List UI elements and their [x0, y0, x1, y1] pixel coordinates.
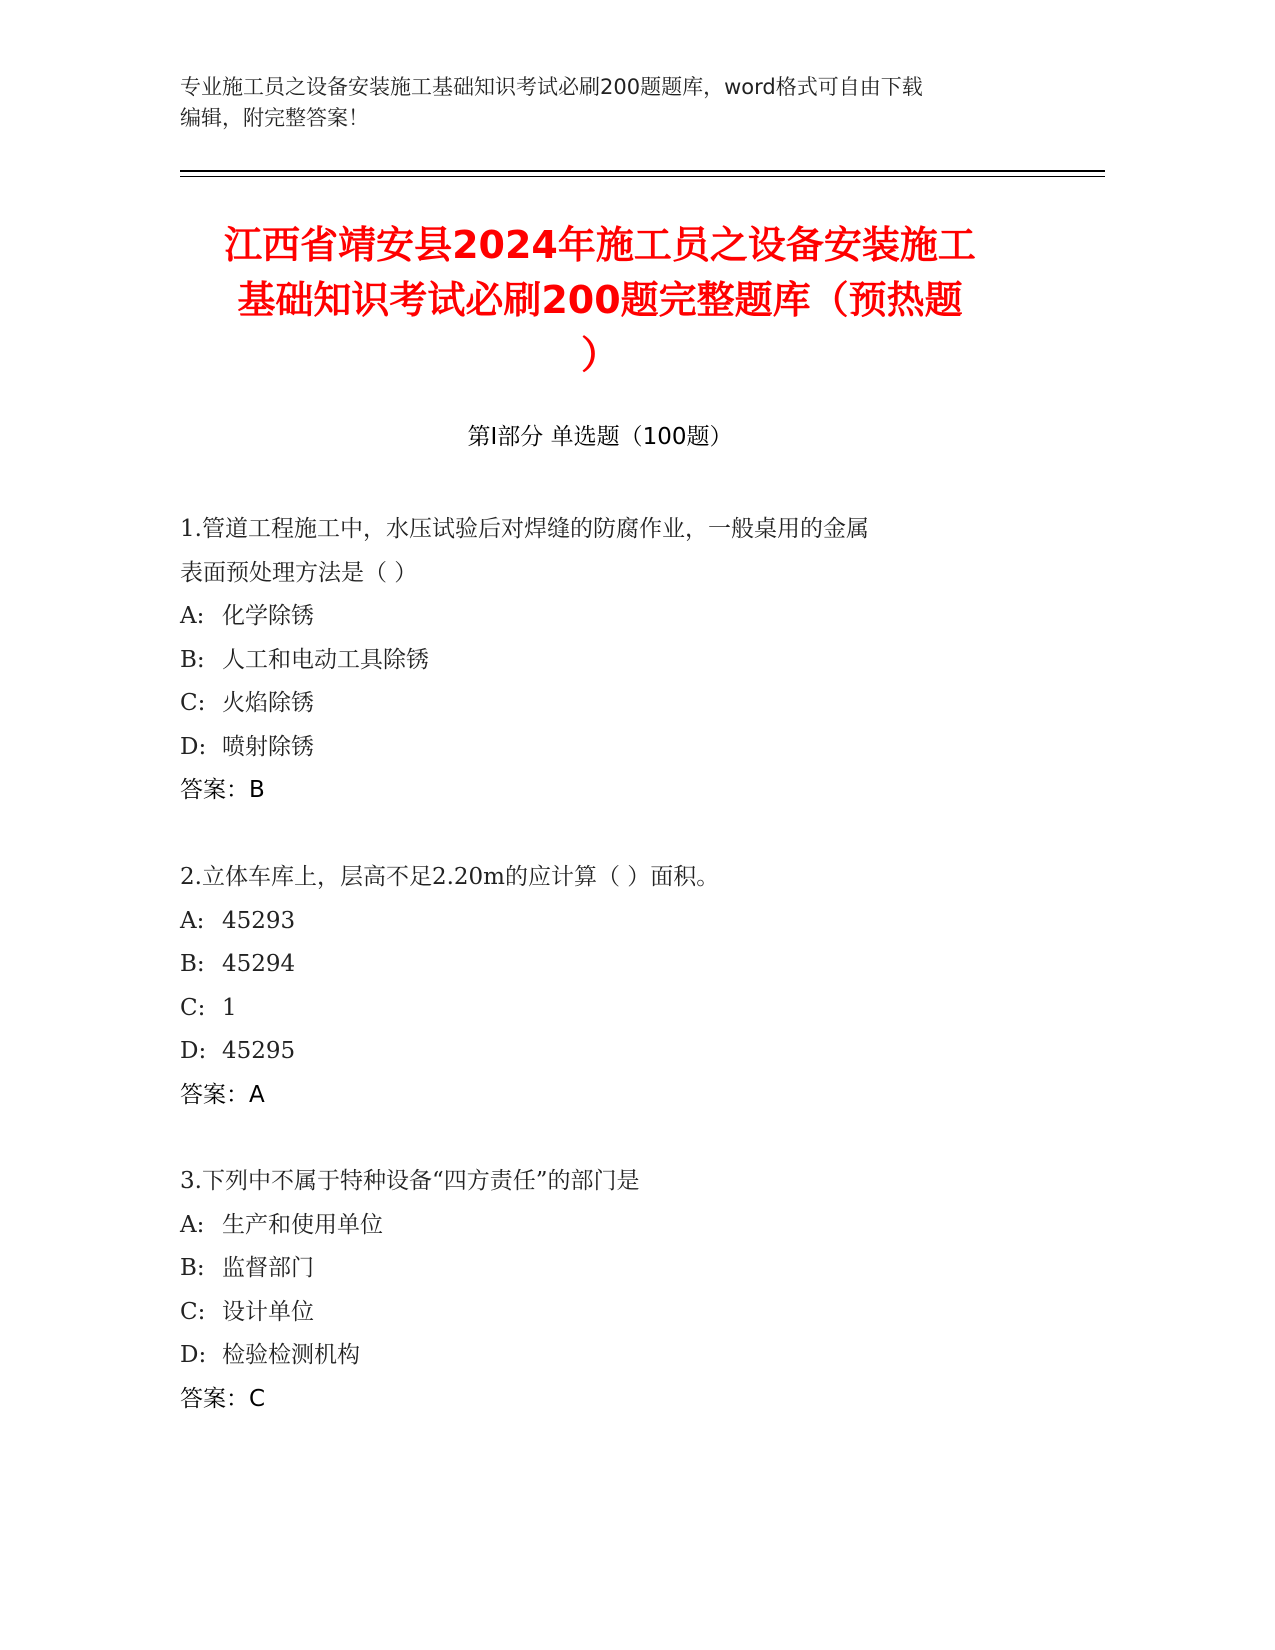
option-text: 1 — [222, 994, 237, 1021]
header-divider-thick — [180, 170, 1105, 172]
option-letter: B: — [180, 646, 205, 673]
option-text: 喷射除锈 — [222, 733, 314, 760]
option-letter: C: — [180, 690, 206, 716]
header-note: 专业施工员之设备安装施工基础知识考试必刷200题题库，word格式可自由下载 编辑，附完整答案！ — [180, 75, 923, 130]
option-text: 设计单位 — [222, 1298, 314, 1325]
option-text: 45294 — [222, 951, 296, 977]
question-stem: 1.管道工程施工中，水压试验后对焊缝的防腐作业，一般桌用的金属 表面预处理方法是（ ） — [180, 516, 869, 586]
header-divider-thin — [180, 176, 1105, 177]
answer-line — [180, 1378, 1040, 1422]
answer-line — [180, 769, 1040, 813]
option-c — [180, 682, 1040, 726]
option-letter: D: — [180, 1342, 207, 1368]
option-letter: C: — [180, 994, 206, 1021]
option-letter: A: — [180, 907, 205, 934]
option-a — [180, 1204, 1040, 1248]
option-d — [180, 1334, 1040, 1378]
answer-line — [180, 1074, 1040, 1118]
option-text: 化学除锈 — [222, 603, 314, 629]
option-a — [180, 900, 1040, 944]
question-2 — [180, 856, 1040, 1117]
answer-value: B — [249, 777, 265, 803]
option-letter: B: — [180, 951, 205, 977]
option-text: 人工和电动工具除锈 — [222, 646, 429, 673]
option-letter: A: — [180, 1211, 205, 1238]
answer-label: 答案： — [180, 777, 249, 803]
document-title: 江西省靖安县2024年施工员之设备安装施工 基础知识考试必刷200题完整题库（预热题 ） — [224, 223, 976, 377]
answer-value: A — [249, 1081, 265, 1108]
option-text: 监督部门 — [222, 1255, 314, 1281]
option-c — [180, 987, 1040, 1031]
option-b — [180, 639, 1040, 683]
option-text: 45295 — [222, 1038, 296, 1064]
option-text: 45293 — [222, 907, 296, 934]
answer-value: C — [249, 1385, 266, 1412]
option-letter: D: — [180, 733, 207, 760]
option-letter: C: — [180, 1298, 206, 1325]
answer-label: 答案： — [180, 1081, 249, 1108]
option-letter: B: — [180, 1255, 205, 1281]
option-b — [180, 1247, 1040, 1291]
option-letter: A: — [180, 603, 205, 629]
answer-label: 答案： — [180, 1385, 249, 1412]
question-3 — [180, 1160, 1040, 1421]
option-text: 生产和使用单位 — [222, 1211, 383, 1238]
option-d — [180, 726, 1040, 770]
section-heading: 第I部分 单选题（100题） — [467, 424, 733, 450]
option-c — [180, 1291, 1040, 1335]
option-a — [180, 595, 1040, 639]
option-d — [180, 1030, 1040, 1074]
option-letter: D: — [180, 1038, 207, 1064]
question-stem: 2.立体车库上，层高不足2.20m的应计算（ ）面积。 — [180, 864, 720, 890]
option-text: 火焰除锈 — [222, 690, 314, 716]
option-b — [180, 943, 1040, 987]
option-text: 检验检测机构 — [222, 1342, 360, 1368]
question-stem: 3.下列中不属于特种设备“四方责任”的部门是 — [180, 1168, 640, 1194]
question-1 — [180, 508, 1040, 813]
